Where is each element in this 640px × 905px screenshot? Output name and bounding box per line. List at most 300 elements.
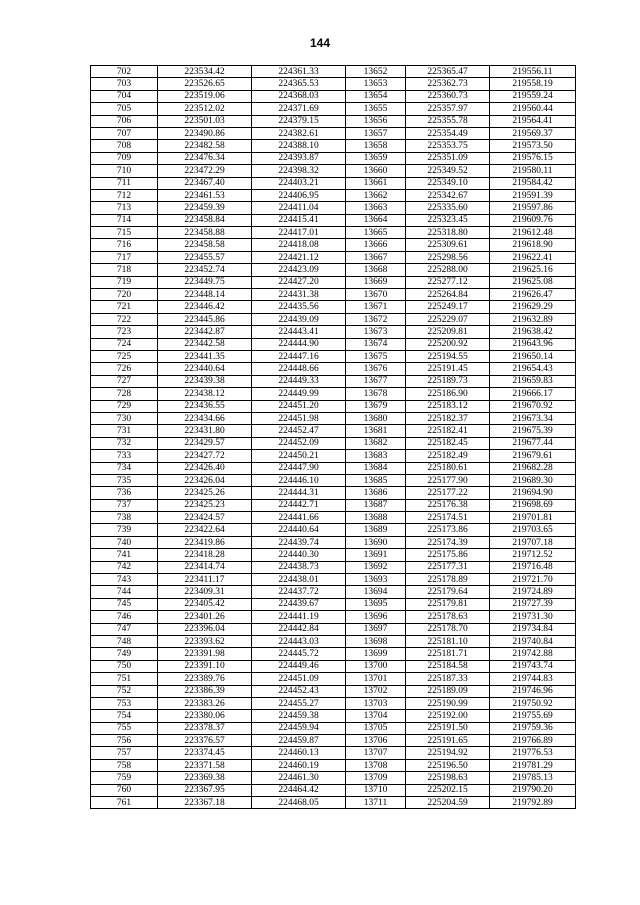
cell-x-coordinate-right: 225178.89	[406, 574, 490, 586]
cell-point-number-left: 708	[91, 140, 158, 152]
cell-point-number-left: 710	[91, 165, 158, 177]
cell-x-coordinate-left: 223369.38	[158, 772, 252, 784]
table-row	[91, 152, 576, 164]
cell-x-coordinate-right: 225182.49	[406, 450, 490, 462]
table-row	[91, 611, 576, 623]
cell-point-number-right: 13668	[346, 264, 406, 276]
cell-x-coordinate-left: 223376.57	[158, 735, 252, 747]
cell-x-coordinate-right: 225362.73	[406, 78, 490, 90]
cell-point-number-left: 702	[91, 66, 158, 78]
cell-y-coordinate-right: 219670.92	[490, 400, 576, 412]
cell-point-number-left: 742	[91, 561, 158, 573]
cell-y-coordinate-right: 219766.89	[490, 735, 576, 747]
cell-x-coordinate-left: 223411.17	[158, 574, 252, 586]
cell-point-number-left: 747	[91, 623, 158, 635]
cell-point-number-right: 13671	[346, 301, 406, 313]
coordinates-table	[90, 65, 576, 809]
cell-point-number-left: 750	[91, 660, 158, 672]
cell-point-number-right: 13663	[346, 202, 406, 214]
cell-x-coordinate-left: 223380.06	[158, 710, 252, 722]
cell-point-number-left: 734	[91, 462, 158, 474]
cell-y-coordinate-left: 224431.38	[252, 289, 346, 301]
cell-y-coordinate-right: 219673.34	[490, 412, 576, 424]
cell-point-number-right: 13664	[346, 214, 406, 226]
cell-y-coordinate-left: 224443.41	[252, 326, 346, 338]
cell-y-coordinate-left: 224417.01	[252, 227, 346, 239]
cell-x-coordinate-left: 223425.23	[158, 499, 252, 511]
cell-point-number-left: 731	[91, 425, 158, 437]
cell-x-coordinate-right: 225264.84	[406, 289, 490, 301]
cell-point-number-left: 757	[91, 747, 158, 759]
cell-point-number-left: 761	[91, 797, 158, 809]
cell-point-number-right: 13653	[346, 78, 406, 90]
table-row	[91, 90, 576, 102]
cell-y-coordinate-right: 219625.16	[490, 264, 576, 276]
table-row	[91, 289, 576, 301]
cell-x-coordinate-left: 223419.86	[158, 536, 252, 548]
cell-point-number-left: 703	[91, 78, 158, 90]
cell-y-coordinate-left: 224403.21	[252, 177, 346, 189]
table-row	[91, 103, 576, 115]
cell-point-number-left: 709	[91, 152, 158, 164]
table-row	[91, 450, 576, 462]
cell-x-coordinate-left: 223391.10	[158, 660, 252, 672]
cell-point-number-left: 713	[91, 202, 158, 214]
cell-y-coordinate-left: 224393.87	[252, 152, 346, 164]
cell-point-number-right: 13693	[346, 574, 406, 586]
cell-point-number-right: 13667	[346, 251, 406, 263]
cell-y-coordinate-left: 224459.87	[252, 735, 346, 747]
table-row	[91, 338, 576, 350]
cell-x-coordinate-left: 223446.42	[158, 301, 252, 313]
table-row	[91, 313, 576, 325]
cell-x-coordinate-right: 225309.61	[406, 239, 490, 251]
cell-y-coordinate-right: 219744.83	[490, 673, 576, 685]
cell-x-coordinate-left: 223425.26	[158, 487, 252, 499]
cell-y-coordinate-left: 224443.03	[252, 635, 346, 647]
cell-point-number-right: 13694	[346, 586, 406, 598]
cell-point-number-left: 746	[91, 611, 158, 623]
cell-y-coordinate-right: 219689.30	[490, 474, 576, 486]
cell-y-coordinate-right: 219755.69	[490, 710, 576, 722]
cell-x-coordinate-right: 225196.50	[406, 759, 490, 771]
cell-point-number-right: 13652	[346, 66, 406, 78]
cell-point-number-left: 732	[91, 437, 158, 449]
table-row	[91, 165, 576, 177]
cell-x-coordinate-left: 223441.35	[158, 350, 252, 362]
cell-y-coordinate-right: 219701.81	[490, 512, 576, 524]
cell-x-coordinate-left: 223422.64	[158, 524, 252, 536]
cell-point-number-left: 755	[91, 722, 158, 734]
cell-x-coordinate-right: 225181.10	[406, 635, 490, 647]
cell-x-coordinate-left: 223378.37	[158, 722, 252, 734]
cell-x-coordinate-left: 223371.58	[158, 759, 252, 771]
table-row	[91, 239, 576, 251]
cell-x-coordinate-left: 223431.80	[158, 425, 252, 437]
cell-y-coordinate-right: 219569.37	[490, 127, 576, 139]
table-row	[91, 127, 576, 139]
cell-x-coordinate-right: 225194.92	[406, 747, 490, 759]
cell-point-number-left: 738	[91, 512, 158, 524]
table-row	[91, 326, 576, 338]
cell-x-coordinate-right: 225365.47	[406, 66, 490, 78]
cell-y-coordinate-left: 224438.01	[252, 574, 346, 586]
cell-x-coordinate-left: 223442.58	[158, 338, 252, 350]
cell-point-number-left: 760	[91, 784, 158, 796]
cell-y-coordinate-left: 224415.41	[252, 214, 346, 226]
table-row	[91, 425, 576, 437]
cell-x-coordinate-right: 225191.45	[406, 363, 490, 375]
cell-y-coordinate-right: 219781.29	[490, 759, 576, 771]
cell-y-coordinate-right: 219609.76	[490, 214, 576, 226]
cell-point-number-right: 13657	[346, 127, 406, 139]
cell-y-coordinate-left: 224446.10	[252, 474, 346, 486]
cell-y-coordinate-right: 219712.52	[490, 549, 576, 561]
cell-point-number-left: 740	[91, 536, 158, 548]
cell-x-coordinate-left: 223449.75	[158, 276, 252, 288]
cell-y-coordinate-left: 224438.73	[252, 561, 346, 573]
table-row	[91, 202, 576, 214]
table-row	[91, 735, 576, 747]
cell-point-number-left: 752	[91, 685, 158, 697]
cell-x-coordinate-right: 225349.52	[406, 165, 490, 177]
table-row	[91, 685, 576, 697]
table-row	[91, 574, 576, 586]
table-row	[91, 549, 576, 561]
cell-point-number-left: 728	[91, 388, 158, 400]
cell-point-number-right: 13676	[346, 363, 406, 375]
cell-x-coordinate-left: 223501.03	[158, 115, 252, 127]
cell-x-coordinate-right: 225198.63	[406, 772, 490, 784]
cell-y-coordinate-right: 219659.83	[490, 375, 576, 387]
cell-x-coordinate-left: 223391.98	[158, 648, 252, 660]
cell-y-coordinate-right: 219591.39	[490, 189, 576, 201]
table-row	[91, 673, 576, 685]
cell-point-number-right: 13707	[346, 747, 406, 759]
cell-y-coordinate-left: 224388.10	[252, 140, 346, 152]
cell-point-number-left: 729	[91, 400, 158, 412]
cell-y-coordinate-left: 224450.21	[252, 450, 346, 462]
cell-y-coordinate-left: 224382.61	[252, 127, 346, 139]
cell-point-number-left: 718	[91, 264, 158, 276]
cell-y-coordinate-right: 219560.44	[490, 103, 576, 115]
page-number: 144	[309, 36, 331, 50]
cell-x-coordinate-right: 225182.45	[406, 437, 490, 449]
coordinates-table-body	[91, 66, 576, 809]
cell-x-coordinate-right: 225186.90	[406, 388, 490, 400]
cell-point-number-left: 726	[91, 363, 158, 375]
cell-x-coordinate-right: 225180.61	[406, 462, 490, 474]
cell-point-number-left: 727	[91, 375, 158, 387]
cell-x-coordinate-right: 225209.81	[406, 326, 490, 338]
cell-x-coordinate-right: 225177.90	[406, 474, 490, 486]
cell-x-coordinate-right: 225342.67	[406, 189, 490, 201]
cell-x-coordinate-left: 223427.72	[158, 450, 252, 462]
cell-point-number-right: 13678	[346, 388, 406, 400]
cell-point-number-right: 13708	[346, 759, 406, 771]
cell-y-coordinate-right: 219716.48	[490, 561, 576, 573]
cell-y-coordinate-left: 224445.72	[252, 648, 346, 660]
cell-y-coordinate-right: 219679.61	[490, 450, 576, 462]
table-row	[91, 350, 576, 362]
cell-y-coordinate-right: 219654.43	[490, 363, 576, 375]
table-row	[91, 772, 576, 784]
cell-point-number-right: 13686	[346, 487, 406, 499]
cell-y-coordinate-right: 219564.41	[490, 115, 576, 127]
cell-y-coordinate-left: 224398.32	[252, 165, 346, 177]
table-row	[91, 66, 576, 78]
cell-point-number-right: 13704	[346, 710, 406, 722]
cell-x-coordinate-right: 225184.58	[406, 660, 490, 672]
cell-x-coordinate-left: 223439.38	[158, 375, 252, 387]
cell-y-coordinate-left: 224460.13	[252, 747, 346, 759]
table-row	[91, 512, 576, 524]
cell-y-coordinate-left: 224368.03	[252, 90, 346, 102]
table-row	[91, 462, 576, 474]
cell-point-number-right: 13702	[346, 685, 406, 697]
cell-point-number-left: 736	[91, 487, 158, 499]
cell-y-coordinate-left: 224427.20	[252, 276, 346, 288]
cell-x-coordinate-right: 225354.49	[406, 127, 490, 139]
table-row	[91, 301, 576, 313]
cell-point-number-left: 711	[91, 177, 158, 189]
cell-x-coordinate-right: 225204.59	[406, 797, 490, 809]
cell-x-coordinate-left: 223434.66	[158, 412, 252, 424]
cell-point-number-right: 13685	[346, 474, 406, 486]
cell-y-coordinate-left: 224451.09	[252, 673, 346, 685]
cell-point-number-right: 13673	[346, 326, 406, 338]
cell-x-coordinate-left: 223490.86	[158, 127, 252, 139]
cell-y-coordinate-right: 219597.86	[490, 202, 576, 214]
cell-y-coordinate-left: 224447.90	[252, 462, 346, 474]
cell-y-coordinate-right: 219625.08	[490, 276, 576, 288]
cell-y-coordinate-left: 224452.09	[252, 437, 346, 449]
cell-x-coordinate-left: 223519.06	[158, 90, 252, 102]
cell-point-number-left: 751	[91, 673, 158, 685]
cell-point-number-right: 13709	[346, 772, 406, 784]
cell-y-coordinate-right: 219721.70	[490, 574, 576, 586]
table-row	[91, 363, 576, 375]
table-row	[91, 264, 576, 276]
cell-y-coordinate-right: 219618.90	[490, 239, 576, 251]
cell-x-coordinate-left: 223409.31	[158, 586, 252, 598]
cell-y-coordinate-left: 224455.27	[252, 697, 346, 709]
cell-y-coordinate-left: 224459.38	[252, 710, 346, 722]
cell-y-coordinate-right: 219740.84	[490, 635, 576, 647]
cell-y-coordinate-right: 219698.69	[490, 499, 576, 511]
cell-x-coordinate-right: 225360.73	[406, 90, 490, 102]
cell-point-number-right: 13700	[346, 660, 406, 672]
cell-x-coordinate-right: 225349.10	[406, 177, 490, 189]
table-row	[91, 747, 576, 759]
cell-x-coordinate-right: 225298.56	[406, 251, 490, 263]
cell-point-number-left: 712	[91, 189, 158, 201]
cell-y-coordinate-right: 219675.39	[490, 425, 576, 437]
cell-y-coordinate-right: 219746.96	[490, 685, 576, 697]
cell-x-coordinate-left: 223448.14	[158, 289, 252, 301]
table-row	[91, 797, 576, 809]
cell-point-number-right: 13692	[346, 561, 406, 573]
cell-y-coordinate-right: 219612.48	[490, 227, 576, 239]
cell-y-coordinate-left: 224435.56	[252, 301, 346, 313]
cell-x-coordinate-right: 225355.78	[406, 115, 490, 127]
cell-point-number-left: 744	[91, 586, 158, 598]
cell-point-number-right: 13682	[346, 437, 406, 449]
cell-y-coordinate-left: 224437.72	[252, 586, 346, 598]
cell-point-number-right: 13677	[346, 375, 406, 387]
cell-point-number-right: 13691	[346, 549, 406, 561]
cell-y-coordinate-left: 224451.20	[252, 400, 346, 412]
cell-y-coordinate-right: 219666.17	[490, 388, 576, 400]
cell-point-number-right: 13675	[346, 350, 406, 362]
cell-point-number-right: 13697	[346, 623, 406, 635]
cell-y-coordinate-right: 219638.42	[490, 326, 576, 338]
cell-point-number-right: 13698	[346, 635, 406, 647]
table-row	[91, 227, 576, 239]
cell-point-number-right: 13705	[346, 722, 406, 734]
cell-point-number-right: 13665	[346, 227, 406, 239]
cell-x-coordinate-left: 223426.04	[158, 474, 252, 486]
cell-y-coordinate-left: 224452.43	[252, 685, 346, 697]
cell-point-number-right: 13658	[346, 140, 406, 152]
cell-y-coordinate-left: 224439.67	[252, 598, 346, 610]
cell-y-coordinate-right: 219742.88	[490, 648, 576, 660]
cell-y-coordinate-right: 219632.89	[490, 313, 576, 325]
cell-y-coordinate-left: 224461.30	[252, 772, 346, 784]
cell-point-number-left: 733	[91, 450, 158, 462]
cell-x-coordinate-left: 223386.39	[158, 685, 252, 697]
cell-x-coordinate-right: 225351.09	[406, 152, 490, 164]
cell-x-coordinate-right: 225179.64	[406, 586, 490, 598]
cell-x-coordinate-right: 225189.73	[406, 375, 490, 387]
cell-x-coordinate-left: 223458.84	[158, 214, 252, 226]
table-row	[91, 648, 576, 660]
cell-point-number-left: 754	[91, 710, 158, 722]
cell-x-coordinate-right: 225189.09	[406, 685, 490, 697]
cell-y-coordinate-right: 219750.92	[490, 697, 576, 709]
cell-point-number-left: 704	[91, 90, 158, 102]
cell-y-coordinate-right: 219629.29	[490, 301, 576, 313]
cell-x-coordinate-right: 225174.51	[406, 512, 490, 524]
cell-point-number-right: 13690	[346, 536, 406, 548]
cell-x-coordinate-left: 223383.26	[158, 697, 252, 709]
cell-y-coordinate-right: 219584.42	[490, 177, 576, 189]
cell-y-coordinate-right: 219580.11	[490, 165, 576, 177]
cell-x-coordinate-right: 225323.45	[406, 214, 490, 226]
cell-point-number-right: 13672	[346, 313, 406, 325]
cell-y-coordinate-left: 224448.66	[252, 363, 346, 375]
table-row	[91, 214, 576, 226]
table-row	[91, 561, 576, 573]
cell-point-number-left: 739	[91, 524, 158, 536]
cell-point-number-left: 722	[91, 313, 158, 325]
cell-y-coordinate-left: 224447.16	[252, 350, 346, 362]
cell-y-coordinate-left: 224451.98	[252, 412, 346, 424]
table-row	[91, 635, 576, 647]
cell-y-coordinate-left: 224440.30	[252, 549, 346, 561]
cell-y-coordinate-left: 224365.53	[252, 78, 346, 90]
cell-x-coordinate-left: 223401.26	[158, 611, 252, 623]
cell-y-coordinate-left: 224440.64	[252, 524, 346, 536]
cell-y-coordinate-left: 224449.33	[252, 375, 346, 387]
cell-x-coordinate-right: 225178.70	[406, 623, 490, 635]
cell-point-number-right: 13655	[346, 103, 406, 115]
cell-point-number-right: 13706	[346, 735, 406, 747]
cell-y-coordinate-left: 224411.04	[252, 202, 346, 214]
table-row	[91, 759, 576, 771]
cell-point-number-right: 13656	[346, 115, 406, 127]
cell-point-number-left: 730	[91, 412, 158, 424]
cell-y-coordinate-left: 224442.71	[252, 499, 346, 511]
cell-x-coordinate-right: 225318.80	[406, 227, 490, 239]
cell-x-coordinate-right: 225192.00	[406, 710, 490, 722]
cell-x-coordinate-left: 223482.58	[158, 140, 252, 152]
table-row	[91, 524, 576, 536]
cell-point-number-left: 759	[91, 772, 158, 784]
cell-y-coordinate-right: 219573.50	[490, 140, 576, 152]
cell-x-coordinate-right: 225187.33	[406, 673, 490, 685]
cell-y-coordinate-left: 224371.69	[252, 103, 346, 115]
cell-y-coordinate-right: 219650.14	[490, 350, 576, 362]
cell-x-coordinate-left: 223476.34	[158, 152, 252, 164]
cell-x-coordinate-left: 223414.74	[158, 561, 252, 573]
cell-x-coordinate-left: 223440.64	[158, 363, 252, 375]
cell-y-coordinate-left: 224468.05	[252, 797, 346, 809]
cell-x-coordinate-left: 223367.18	[158, 797, 252, 809]
cell-point-number-left: 723	[91, 326, 158, 338]
cell-point-number-right: 13666	[346, 239, 406, 251]
cell-x-coordinate-left: 223418.28	[158, 549, 252, 561]
cell-x-coordinate-right: 225229.07	[406, 313, 490, 325]
cell-x-coordinate-left: 223458.88	[158, 227, 252, 239]
cell-x-coordinate-left: 223367.95	[158, 784, 252, 796]
cell-y-coordinate-right: 219643.96	[490, 338, 576, 350]
table-row	[91, 487, 576, 499]
table-row	[91, 660, 576, 672]
cell-point-number-right: 13710	[346, 784, 406, 796]
table-row	[91, 140, 576, 152]
cell-x-coordinate-left: 223512.02	[158, 103, 252, 115]
cell-y-coordinate-left: 224449.46	[252, 660, 346, 672]
cell-y-coordinate-left: 224418.08	[252, 239, 346, 251]
cell-x-coordinate-right: 225175.86	[406, 549, 490, 561]
cell-point-number-left: 724	[91, 338, 158, 350]
cell-x-coordinate-right: 225191.50	[406, 722, 490, 734]
cell-y-coordinate-left: 224442.84	[252, 623, 346, 635]
cell-y-coordinate-right: 219724.89	[490, 586, 576, 598]
cell-y-coordinate-right: 219682.28	[490, 462, 576, 474]
cell-y-coordinate-right: 219703.65	[490, 524, 576, 536]
cell-point-number-left: 753	[91, 697, 158, 709]
cell-y-coordinate-right: 219790.20	[490, 784, 576, 796]
cell-y-coordinate-left: 224449.99	[252, 388, 346, 400]
cell-point-number-right: 13684	[346, 462, 406, 474]
table-row	[91, 177, 576, 189]
cell-y-coordinate-right: 219743.74	[490, 660, 576, 672]
cell-x-coordinate-right: 225182.37	[406, 412, 490, 424]
cell-point-number-right: 13680	[346, 412, 406, 424]
cell-y-coordinate-right: 219776.53	[490, 747, 576, 759]
cell-x-coordinate-right: 225176.38	[406, 499, 490, 511]
cell-point-number-right: 13683	[346, 450, 406, 462]
cell-y-coordinate-right: 219707.18	[490, 536, 576, 548]
cell-y-coordinate-right: 219558.19	[490, 78, 576, 90]
table-row	[91, 251, 576, 263]
table-row	[91, 400, 576, 412]
cell-point-number-right: 13681	[346, 425, 406, 437]
table-row	[91, 388, 576, 400]
cell-point-number-left: 749	[91, 648, 158, 660]
